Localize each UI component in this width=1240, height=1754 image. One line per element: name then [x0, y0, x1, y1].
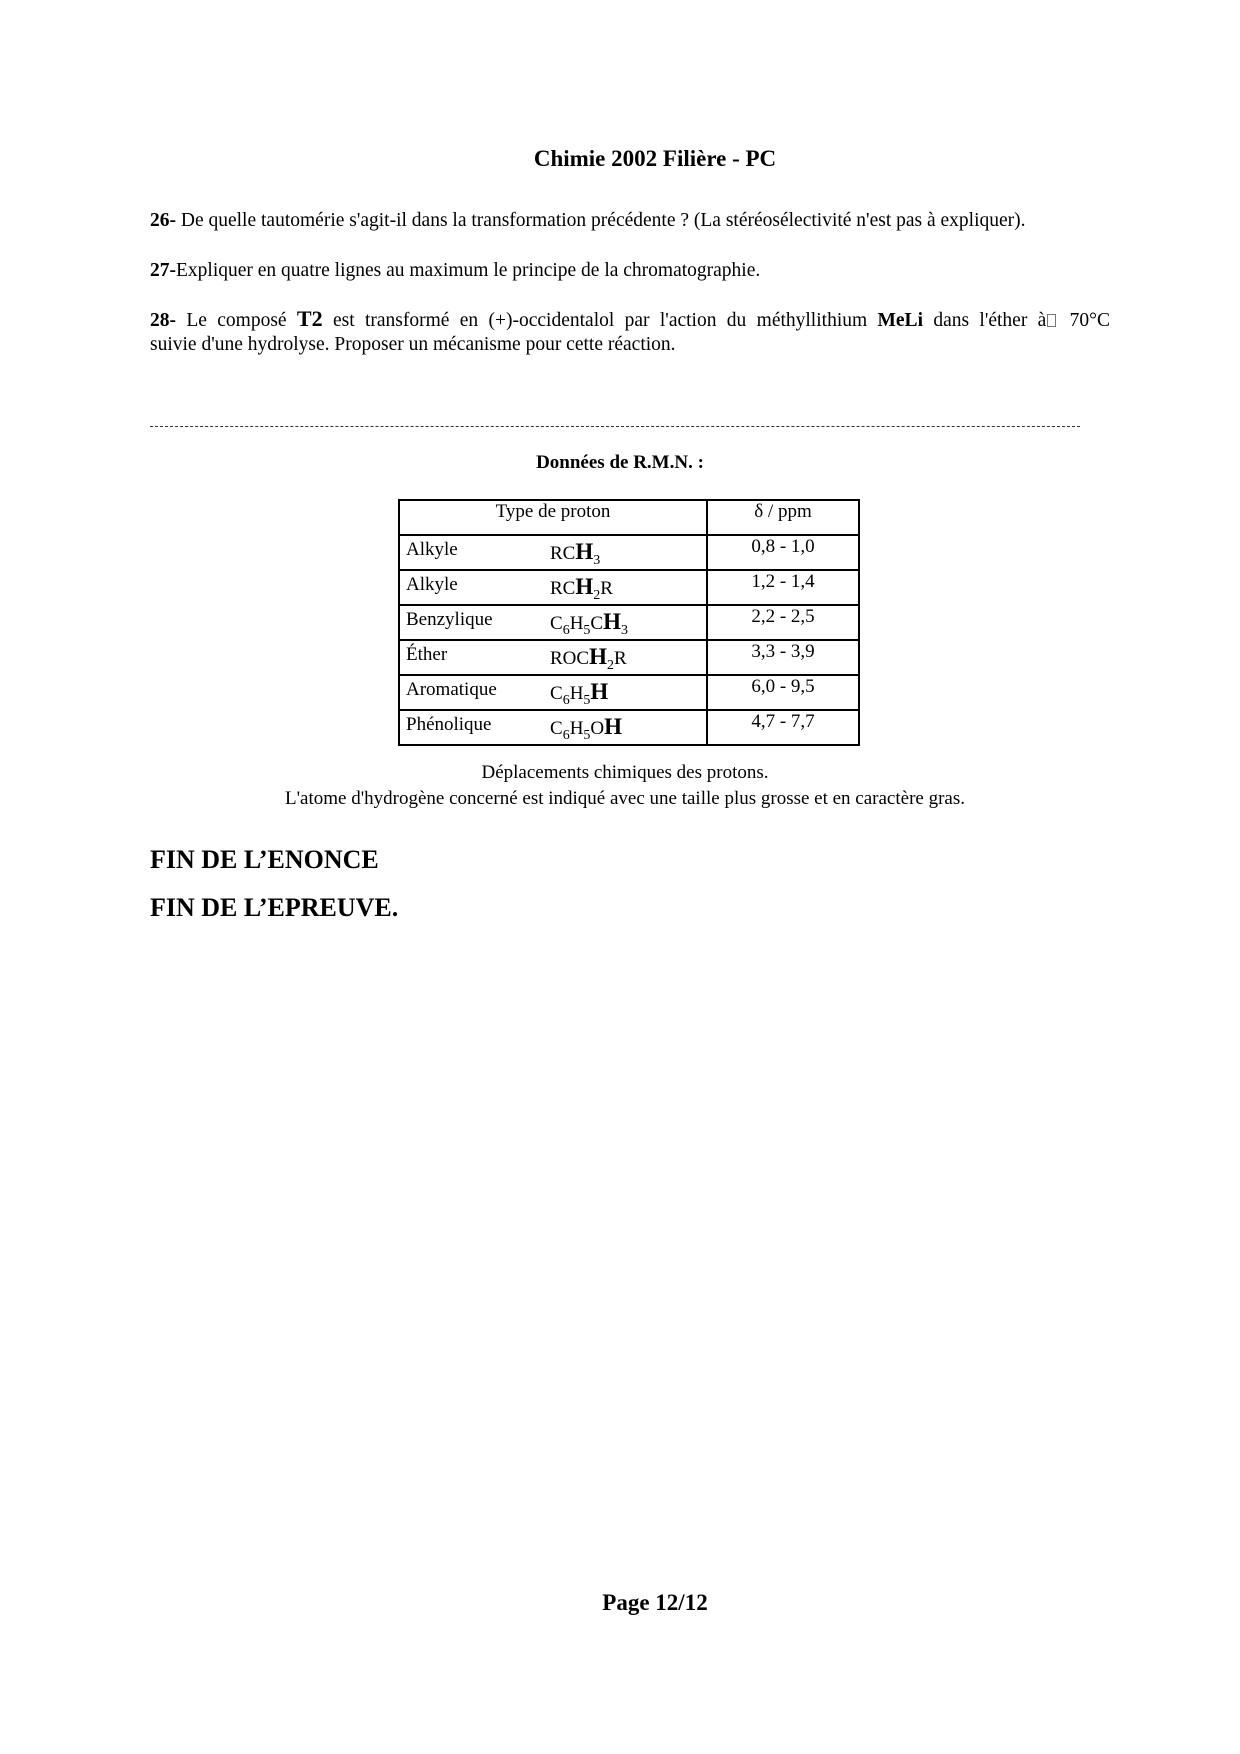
proton-label: Alkyle — [406, 539, 458, 560]
proton-formula: $C_6H_5CH_3$ — [550, 609, 628, 638]
question-27 — [150, 258, 1110, 284]
question-number: 28- — [150, 310, 176, 331]
table-row — [399, 710, 859, 745]
table-caption-1: Déplacements chimiques des protons. — [481, 762, 769, 783]
page-number: Page 12/12 — [602, 1590, 708, 1615]
table-row — [399, 640, 859, 675]
rmn-table — [398, 499, 860, 746]
reagent-name: MeLi — [877, 310, 923, 331]
question-text: Expliquer en quatre lignes au maximum le principe de la chromatographie. — [176, 260, 761, 281]
proton-label: Éther — [406, 644, 448, 665]
proton-formula: $RCH_3$ — [550, 539, 601, 568]
table-header-row — [399, 500, 859, 535]
question-28: 28- Le composé T2 est transformé en (+)-occidentalol par l'action du méthyllithium MeLi dans l'éther à 70°C — [150, 306, 1110, 331]
missing-glyph-icon — [1047, 314, 1056, 327]
question-number: 27- — [150, 260, 176, 281]
table-row — [399, 605, 859, 640]
table-row — [399, 675, 859, 710]
question-text: De quelle tautomérie s'agit-il dans la transformation précédente ? (La stéréosélectivité n'est pas à expliquer). — [176, 210, 1026, 231]
proton-label: Alkyle — [406, 574, 458, 595]
delta-value: 0,8 - 1,0 — [707, 535, 859, 570]
proton-label: Phénolique — [406, 714, 492, 735]
proton-label: Benzylique — [406, 609, 493, 630]
delta-value: 2,2 - 2,5 — [707, 605, 859, 640]
header-delta: δ / ppm — [707, 500, 859, 535]
proton-formula: $RCH_2R$ — [550, 574, 613, 603]
question-26 — [150, 208, 1110, 234]
proton-formula: $C_6H_5H$ — [550, 679, 609, 708]
delta-value: 4,7 - 7,7 — [707, 710, 859, 745]
table-caption-2: L'atome d'hydrogène concerné est indiqué avec une taille plus grosse et en caractère gras. — [285, 788, 965, 809]
question-28-line2: suivie d'une hydrolyse. Proposer un mécanisme pour cette réaction. — [150, 334, 676, 355]
delta-value: 3,3 - 3,9 — [707, 640, 859, 675]
end-statement: FIN DE L’ENONCE — [150, 845, 379, 874]
separator-line — [150, 426, 1080, 427]
compound-name: T2 — [296, 306, 323, 331]
delta-value: 6,0 - 9,5 — [707, 675, 859, 710]
rmn-title: Données de R.M.N. : — [536, 452, 704, 473]
end-exam: FIN DE L’EPREUVE. — [150, 893, 399, 922]
question-number: 26- — [150, 210, 176, 231]
proton-formula: $ROCH_2R$ — [550, 644, 627, 673]
header-type: Type de proton — [399, 500, 707, 535]
proton-formula: $C_6H_5OH$ — [550, 714, 623, 743]
page-title: Chimie 2002 Filière - PC — [533, 146, 777, 171]
table-row — [399, 570, 859, 605]
delta-value: 1,2 - 1,4 — [707, 570, 859, 605]
table-row — [399, 535, 859, 570]
proton-label: Aromatique — [406, 679, 497, 700]
